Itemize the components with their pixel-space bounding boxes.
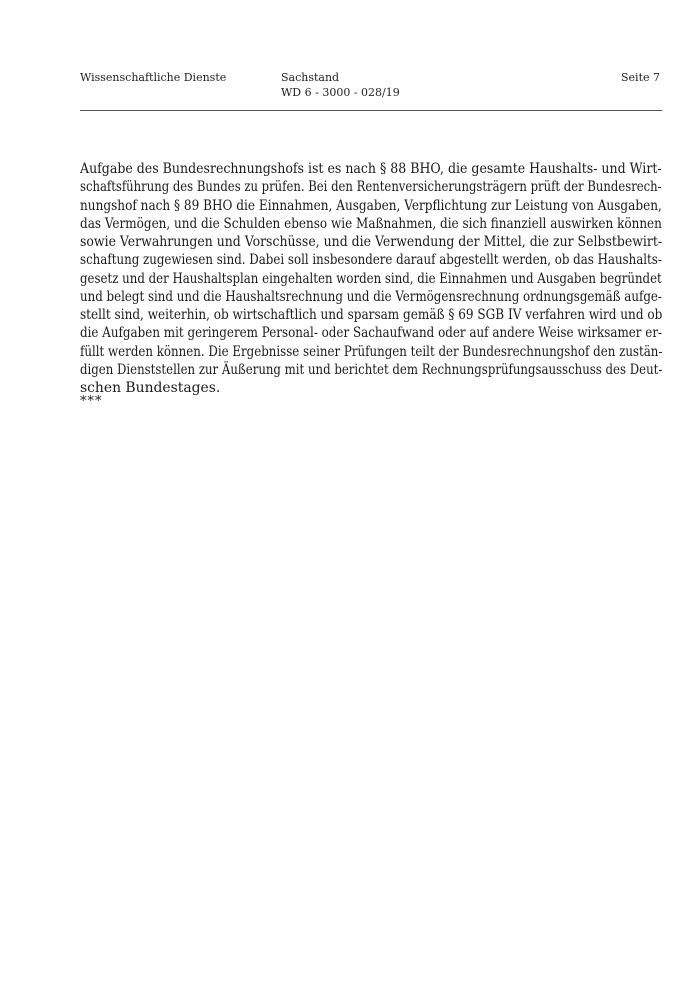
paragraph-line: füllt werden können. Die Ergebnisse seiner Prüfungen teilt der Bundesrechnungshof den zustän- [80, 343, 663, 360]
header-organization: Wissenschaftliche Dienste [80, 71, 227, 84]
paragraph-line: die Aufgaben mit geringerem Personal- oder Sachaufwand oder auf andere Weise wirksamer er- [80, 325, 663, 342]
end-marker: *** [80, 394, 103, 409]
header-document-number: WD 6 - 3000 - 028/19 [281, 86, 400, 99]
paragraph-line: stellt sind, weiterhin, ob wirtschaftlich und sparsam gemäß § 69 SGB IV verfahren wird und ob [80, 307, 663, 323]
paragraph-line: schaftsführung des Bundes zu prüfen. Bei den Rentenversicherungsträgern prüft der Bundesrech- [80, 179, 662, 196]
paragraph-line: digen Dienststellen zur Äußerung mit und berichtet dem Rechnungsprüfungsausschuss des Deut- [80, 361, 663, 378]
header-divider [80, 110, 662, 111]
header-page-number: Seite 7 [621, 71, 660, 84]
paragraph-line: sowie Verwahrungen und Vorschüsse, und die Verwendung der Mittel, die zur Selbstbewirt- [80, 234, 663, 250]
paragraph-line: schen Bundestages. [80, 380, 221, 396]
header-document-type: Sachstand [281, 71, 340, 84]
paragraph-line: das Vermögen, und die Schulden ebenso wie Maßnahmen, die sich finanziell auswirken können [80, 215, 662, 232]
page-header [80, 70, 662, 110]
paragraph-line: gesetz und der Haushaltsplan eingehalten worden sind, die Einnahmen und Ausgaben begründet [80, 270, 662, 287]
paragraph-line: Aufgabe des Bundesrechnungshofs ist es nach § 88 BHO, die gesamte Haushalts- und Wirt- [80, 161, 662, 177]
paragraph-line: schaftung zugewiesen sind. Dabei soll insbesondere darauf abgestellt werden, ob das Haushalts- [80, 252, 662, 269]
paragraph-line: nungshof nach § 89 BHO die Einnahmen, Ausgaben, Verpflichtung zur Leistung von Ausgaben, [80, 197, 662, 214]
paragraph-line: und belegt sind und die Haushaltsrechnung und die Vermögensrechnung ordnungsgemäß aufge- [80, 288, 662, 305]
header-document-info [281, 70, 400, 100]
body-paragraph [80, 160, 662, 397]
